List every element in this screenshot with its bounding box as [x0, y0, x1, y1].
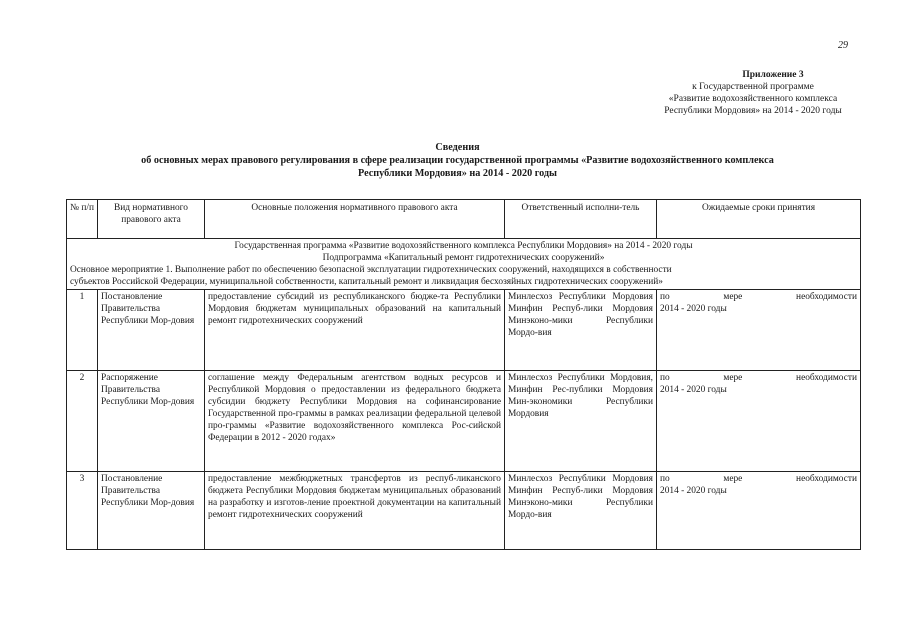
- document-subtitle: об основных мерах правового регулирования в сфере реализации государственной программы «Развитие водохозяйственного комплекса: [141, 155, 774, 166]
- document-title-block: [70, 141, 845, 180]
- row-provisions: соглашение между Федеральным агентством водных ресурсов и Республикой Мордовия о предоставлении из федерального бюджета субсидии бюджету Республики Мордовия на софинансирование Государственной про-граммы в рамках реализации федеральной целевой про-граммы «Развитие водохозяйственного комплекса Рос-сийской Федерации в 2012 - 2020 годах»: [205, 371, 505, 472]
- deadline-word: по: [660, 292, 670, 302]
- deadline-word: мере: [723, 373, 743, 383]
- table-header-row: [67, 200, 861, 239]
- header-executor: Ответственный исполни-тель: [505, 200, 657, 239]
- document-title: Сведения: [435, 142, 480, 153]
- page-number: 29: [838, 40, 848, 51]
- row-provisions: предоставление субсидий из республиканского бюдже-та Республики Мордовия бюджетам муниципальных образований на капитальный ремонт гидротехнических сооружений: [205, 290, 505, 371]
- header-act-type: Вид нормативного правового акта: [98, 200, 205, 239]
- deadline-word: необходимости: [796, 474, 857, 484]
- subprogram-title: Подпрограмма «Капитальный ремонт гидротехнических сооружений»: [322, 253, 605, 263]
- row-deadline: [657, 371, 861, 472]
- table-row: [67, 472, 861, 550]
- measures-table: [66, 199, 861, 550]
- deadline-years: 2014 - 2020 годы: [660, 385, 727, 395]
- appendix-line: Республики Мордовия» на 2014 - 2020 годы: [664, 106, 842, 116]
- table-row: [67, 371, 861, 472]
- row-deadline: [657, 472, 861, 550]
- row-executor: Минлесхоз Республики Мордовия Минфин Респуб-лики Мордовия Минэконо-мики Республики Мордо-вия: [505, 472, 657, 550]
- appendix-title: Приложение 3: [742, 70, 804, 80]
- header-provisions: Основные положения нормативного правового акта: [205, 200, 505, 239]
- deadline-word: мере: [723, 292, 743, 302]
- section-row: [67, 239, 861, 290]
- row-executor: Минлесхоз Республики Мордовия Минфин Респуб-лики Мордовия Минэконо-мики Республики Мордо-вия: [505, 290, 657, 371]
- deadline-years: 2014 - 2020 годы: [660, 486, 727, 496]
- table-row: [67, 290, 861, 371]
- appendix-block: [620, 69, 856, 117]
- row-executor: Минлесхоз Республики Мордовия, Минфин Рес-публики Мордовия Мин-экономики Республики Мордовия: [505, 371, 657, 472]
- deadline-term: [660, 473, 857, 485]
- deadline-years: 2014 - 2020 годы: [660, 304, 727, 314]
- row-num: 1: [67, 290, 98, 371]
- header-num: № п/п: [67, 200, 98, 239]
- row-provisions: предоставление межбюджетных трансфертов из респуб-ликанского бюджета Республики Мордовия бюджетам муниципальных образований на разработку и изготов-ление проектной документации на капитальный ремонт гидротехнических сооружений: [205, 472, 505, 550]
- deadline-word: необходимости: [796, 292, 857, 302]
- program-title: Государственная программа «Развитие водохозяйственного комплекса Республики Мордовия» на 2014 - 2020 годы: [234, 241, 693, 251]
- measure-title: Основное мероприятие 1. Выполнение работ по обеспечению безопасной эксплуатации гидротехнических сооружений, находящихся в собственности: [70, 265, 672, 275]
- appendix-line: «Развитие водохозяйственного комплекса: [668, 94, 838, 104]
- deadline-term: [660, 291, 857, 303]
- section-cell: [67, 239, 861, 290]
- measure-title: субъектов Российской Федерации, муниципальной собственности, капитальный ремонт и ликвидация бесхозяйных гидротехнических сооружений»: [70, 277, 663, 287]
- row-num: 2: [67, 371, 98, 472]
- header-deadline: Ожидаемые сроки принятия: [657, 200, 861, 239]
- row-act-type: Распоряжение Правительства Республики Мор-довия: [98, 371, 205, 472]
- document-subtitle: Республики Мордовия» на 2014 - 2020 годы: [358, 168, 557, 179]
- row-act-type: Постановление Правительства Республики Мор-довия: [98, 472, 205, 550]
- deadline-word: необходимости: [796, 373, 857, 383]
- row-act-type: Постановление Правительства Республики Мор-довия: [98, 290, 205, 371]
- row-num: 3: [67, 472, 98, 550]
- deadline-word: мере: [723, 474, 743, 484]
- row-deadline: [657, 290, 861, 371]
- appendix-line: к Государственной программе: [692, 82, 814, 92]
- deadline-word: по: [660, 474, 670, 484]
- deadline-term: [660, 372, 857, 384]
- deadline-word: по: [660, 373, 670, 383]
